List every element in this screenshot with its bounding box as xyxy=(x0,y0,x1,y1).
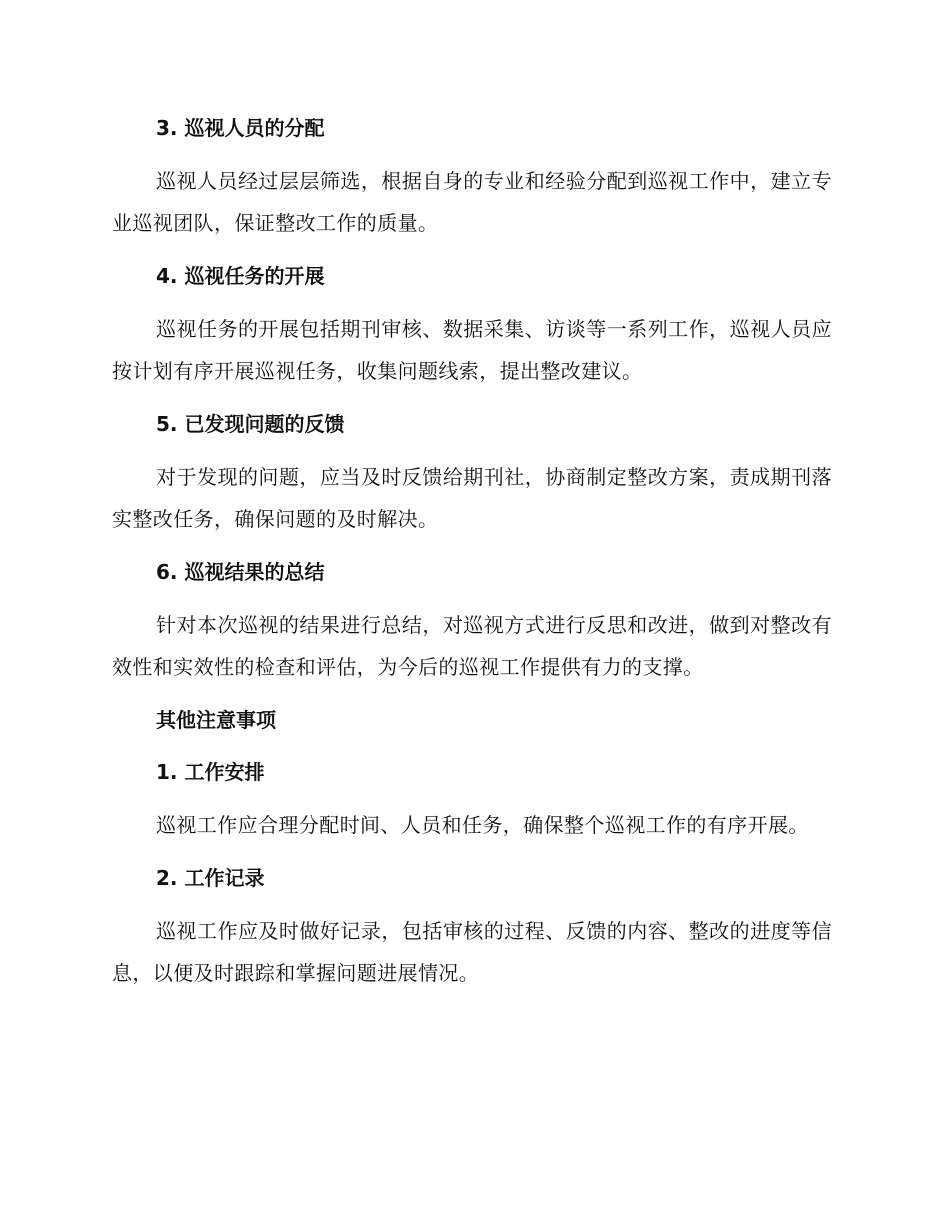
section-paragraph-issue-feedback: 对于发现的问题，应当及时反馈给期刊社，协商制定整改方案，责成期刊落实整改任务，确保问题的及时解决。 xyxy=(112,465,832,531)
document-body xyxy=(112,108,832,1006)
section-heading-personnel-allocation: 3. 巡视人员的分配 xyxy=(156,116,325,140)
section-heading-task-execution: 4. 巡视任务的开展 xyxy=(156,264,325,288)
section-paragraph-results-summary: 针对本次巡视的结果进行总结，对巡视方式进行反思和改进，做到对整改有效性和实效性的检查和评估，为今后的巡视工作提供有力的支撑。 xyxy=(112,613,832,679)
section-heading-issue-feedback: 5. 已发现问题的反馈 xyxy=(156,412,345,436)
section-paragraph-personnel-allocation: 巡视人员经过层层筛选，根据自身的专业和经验分配到巡视工作中，建立专业巡视团队，保证整改工作的质量。 xyxy=(112,169,832,235)
section-heading-results-summary: 6. 巡视结果的总结 xyxy=(156,560,325,584)
section-paragraph-work-arrangement: 巡视工作应合理分配时间、人员和任务，确保整个巡视工作的有序开展。 xyxy=(156,813,809,837)
section-heading-other-notes: 其他注意事项 xyxy=(156,708,276,732)
section-paragraph-task-execution: 巡视任务的开展包括期刊审核、数据采集、访谈等一系列工作，巡视人员应按计划有序开展巡视任务，收集问题线索，提出整改建议。 xyxy=(112,317,832,383)
section-heading-work-records: 2. 工作记录 xyxy=(156,866,265,890)
section-paragraph-work-records: 巡视工作应及时做好记录，包括审核的过程、反馈的内容、整改的进度等信息，以便及时跟踪和掌握问题进展情况。 xyxy=(112,919,832,985)
section-heading-work-arrangement: 1. 工作安排 xyxy=(156,760,265,784)
